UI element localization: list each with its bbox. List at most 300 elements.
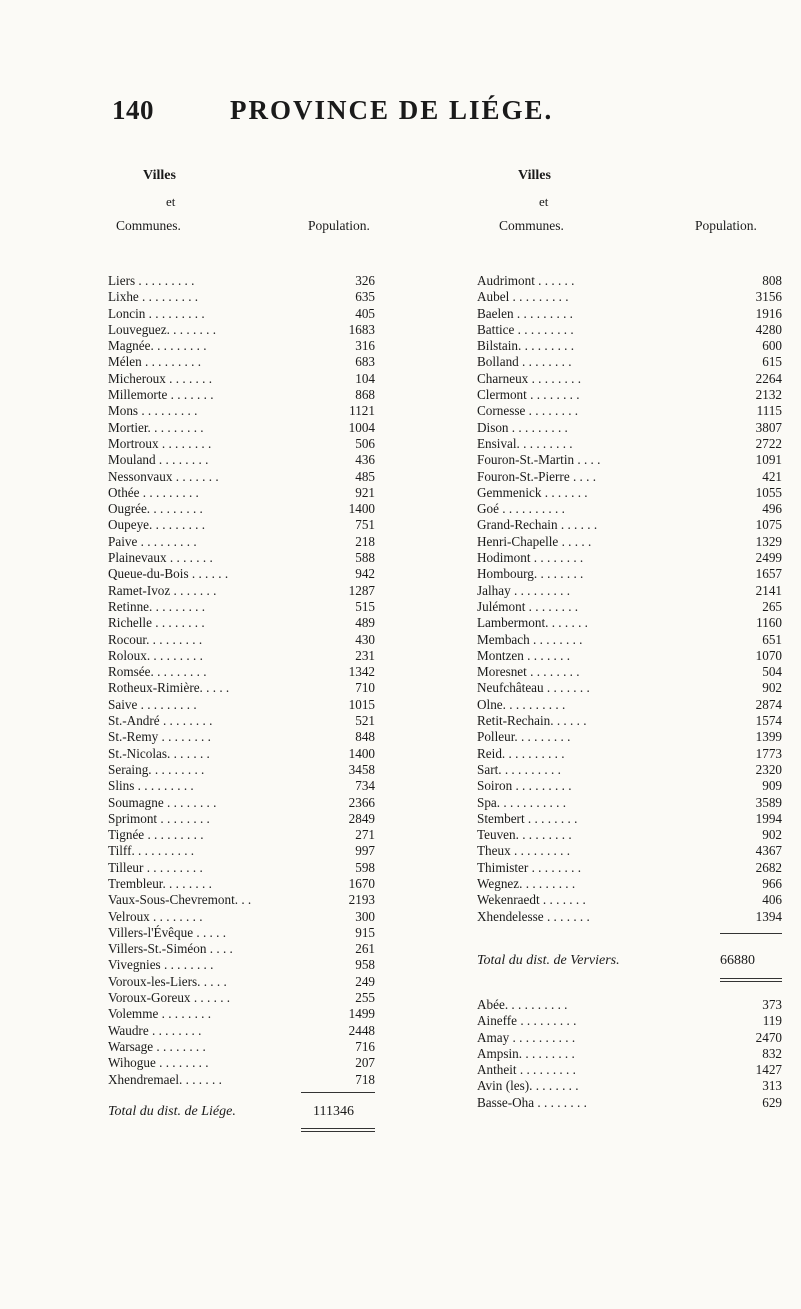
table-row [108, 583, 483, 599]
table-row [108, 795, 483, 811]
population-value: 997 [355, 843, 375, 859]
population-value: 316 [355, 338, 375, 354]
table-row [108, 974, 483, 990]
table-row [108, 925, 483, 941]
commune-name: Velroux . . . . . . . . [108, 908, 203, 924]
table-row [477, 997, 782, 1013]
population-value: 406 [762, 892, 782, 908]
commune-name: Tilleur . . . . . . . . . [108, 859, 203, 875]
commune-name: Battice . . . . . . . . . [477, 321, 574, 337]
table-row [477, 1013, 782, 1029]
population-value: 902 [762, 680, 782, 696]
table-row [477, 550, 782, 566]
table-row [477, 306, 782, 322]
commune-name: Mons . . . . . . . . . [108, 403, 198, 419]
commune-name: Thimister . . . . . . . . [477, 859, 582, 875]
commune-name: Nessonvaux . . . . . . . [108, 468, 219, 484]
table-row [108, 762, 483, 778]
commune-name: Soiron . . . . . . . . . [477, 778, 572, 794]
commune-name: Romsée. . . . . . . . . [108, 664, 207, 680]
population-value: 635 [355, 289, 375, 305]
commune-name: Hombourg. . . . . . . . [477, 566, 584, 582]
table-row [108, 827, 483, 843]
commune-name: Mortier. . . . . . . . . [108, 419, 204, 435]
table-row [108, 387, 483, 403]
population-value: 868 [355, 387, 375, 403]
commune-name: Baelen . . . . . . . . . [477, 305, 573, 321]
commune-name: Lixhe . . . . . . . . . [108, 289, 199, 305]
table-row [108, 289, 483, 305]
table-row [108, 306, 483, 322]
population-value: 2448 [348, 1022, 375, 1038]
population-value: 1287 [348, 582, 375, 598]
page-number: 140 [112, 95, 154, 125]
commune-name: Slins . . . . . . . . . [108, 778, 194, 794]
commune-name: Tignée . . . . . . . . . [108, 827, 204, 843]
commune-name: Seraing. . . . . . . . . [108, 761, 205, 777]
population-value: 1574 [755, 713, 782, 729]
table-row [477, 583, 782, 599]
population-value: 600 [762, 338, 782, 354]
population-value: 716 [355, 1038, 375, 1054]
commune-name: Goé . . . . . . . . . . [477, 501, 565, 517]
population-value: 1670 [348, 875, 375, 891]
population-value: 942 [355, 566, 375, 582]
table-row [108, 957, 483, 973]
table-row [108, 729, 483, 745]
population-value: 506 [355, 435, 375, 451]
commune-name: Villers-l'Évêque . . . . . [108, 924, 227, 940]
table-row [108, 420, 483, 436]
population-value: 751 [355, 517, 375, 533]
population-value: 848 [355, 729, 375, 745]
commune-name: Saive . . . . . . . . . [108, 696, 197, 712]
commune-name: Vivegnies . . . . . . . . [108, 957, 214, 973]
commune-name: Charneux . . . . . . . . [477, 370, 582, 386]
population-value: 1400 [348, 745, 375, 761]
population-value: 1160 [756, 615, 782, 631]
commune-name: Liers . . . . . . . . . [108, 273, 195, 288]
table-row [108, 648, 483, 664]
population-value: 2320 [755, 761, 782, 777]
population-value: 902 [762, 827, 782, 843]
population-value: 734 [355, 778, 375, 794]
table-row [108, 273, 483, 289]
heading-communes: Communes. [116, 218, 181, 233]
table-row [108, 697, 483, 713]
commune-name: Retinne. . . . . . . . . [108, 598, 206, 614]
table-row [477, 322, 782, 338]
commune-name: Xhendelesse . . . . . . . [477, 908, 590, 924]
page-header [0, 95, 801, 135]
table-row [108, 534, 483, 550]
table-row [108, 615, 483, 631]
commune-name: Basse-Oha . . . . . . . . [477, 1094, 587, 1110]
population-value: 489 [355, 615, 375, 631]
population-value: 504 [762, 664, 782, 680]
population-value: 231 [355, 647, 375, 663]
population-value: 271 [355, 827, 375, 843]
commune-name: Avin (les). . . . . . . . [477, 1078, 579, 1094]
population-value: 1070 [755, 647, 782, 663]
left-column [108, 168, 483, 1119]
commune-name: Micheroux . . . . . . . [108, 370, 213, 386]
population-value: 651 [762, 631, 782, 647]
commune-name: Cornesse . . . . . . . . [477, 403, 579, 419]
commune-name: Volemme . . . . . . . . [108, 1006, 212, 1022]
population-value: 598 [355, 859, 375, 875]
population-value: 1400 [348, 501, 375, 517]
population-value: 436 [355, 452, 375, 468]
table-row [108, 860, 483, 876]
table-row [477, 892, 782, 908]
table-row [108, 517, 483, 533]
population-value: 2874 [755, 696, 782, 712]
commune-name: Ampsin. . . . . . . . . [477, 1045, 575, 1061]
population-value: 255 [355, 990, 375, 1006]
commune-name: St.-Nicolas. . . . . . . [108, 745, 210, 761]
population-value: 2722 [755, 435, 782, 451]
table-row [477, 664, 782, 680]
population-value: 808 [762, 273, 782, 288]
table-row [108, 811, 483, 827]
table-row [477, 876, 782, 892]
table-row [477, 795, 782, 811]
commune-name: Voroux-Goreux . . . . . . [108, 990, 231, 1006]
population-value: 915 [355, 924, 375, 940]
table-row [477, 1078, 782, 1094]
commune-name: Spa. . . . . . . . . . . [477, 794, 567, 810]
commune-name: Rotheux-Rimière. . . . . [108, 680, 230, 696]
total-district-name: Liége. [201, 1104, 236, 1119]
population-value: 4280 [755, 321, 782, 337]
table-row [108, 746, 483, 762]
table-row [477, 697, 782, 713]
population-value: 313 [762, 1078, 782, 1094]
commune-name: Olne. . . . . . . . . . [477, 696, 566, 712]
table-row [477, 615, 782, 631]
commune-name: Sprimont . . . . . . . . [108, 810, 210, 826]
population-value: 2264 [755, 370, 782, 386]
population-value: 3589 [755, 794, 782, 810]
commune-name: Amay . . . . . . . . . . [477, 1029, 576, 1045]
table-row [108, 909, 483, 925]
table-row [477, 387, 782, 403]
divider [720, 978, 782, 979]
table-row [108, 403, 483, 419]
table-row [108, 664, 483, 680]
table-row [477, 680, 782, 696]
commune-name: Aineffe . . . . . . . . . [477, 1013, 577, 1029]
table-row [477, 729, 782, 745]
divider [301, 1128, 375, 1129]
population-value: 1916 [755, 305, 782, 321]
population-value: 3156 [755, 289, 782, 305]
population-value: 1657 [755, 566, 782, 582]
population-value: 1075 [755, 517, 782, 533]
heading-population: Population. [695, 218, 757, 233]
population-value: 300 [355, 908, 375, 924]
commune-name: Oupeye. . . . . . . . . [108, 517, 206, 533]
total-value: 111346 [313, 1104, 354, 1119]
population-value: 104 [355, 370, 375, 386]
table-row [108, 1055, 483, 1071]
population-value: 3458 [348, 761, 375, 777]
commune-name: Millemorte . . . . . . . [108, 387, 214, 403]
population-value: 2193 [348, 892, 375, 908]
table-row [477, 403, 782, 419]
commune-name: Audrimont . . . . . . [477, 273, 575, 288]
table-row [477, 762, 782, 778]
divider [301, 1131, 375, 1132]
commune-name: Paive . . . . . . . . . [108, 533, 197, 549]
commune-name: Loncin . . . . . . . . . [108, 305, 205, 321]
table-row [477, 827, 782, 843]
table-row [108, 371, 483, 387]
table-row [108, 632, 483, 648]
table-row [108, 338, 483, 354]
table-row [108, 485, 483, 501]
table-row [108, 550, 483, 566]
commune-name: Waudre . . . . . . . . [108, 1022, 202, 1038]
population-value: 496 [762, 501, 782, 517]
population-value: 2366 [348, 794, 375, 810]
commune-name: Mortroux . . . . . . . . [108, 435, 212, 451]
table-row [108, 1023, 483, 1039]
population-value: 1055 [755, 484, 782, 500]
commune-name: Julémont . . . . . . . . [477, 598, 579, 614]
population-value: 615 [762, 354, 782, 370]
population-value: 521 [355, 713, 375, 729]
table-row [477, 778, 782, 794]
table-row [477, 420, 782, 436]
commune-name: Theux . . . . . . . . . [477, 843, 571, 859]
table-row [477, 354, 782, 370]
population-value: 421 [762, 468, 782, 484]
commune-name: Magnée. . . . . . . . . [108, 338, 207, 354]
population-value: 261 [355, 941, 375, 957]
table-row [108, 843, 483, 859]
divider [720, 981, 782, 982]
table-row [477, 1030, 782, 1046]
commune-name: Fouron-St.-Pierre . . . . [477, 468, 597, 484]
population-value: 515 [355, 598, 375, 614]
commune-name: Membach . . . . . . . . [477, 631, 583, 647]
table-row [477, 534, 782, 550]
population-value: 405 [355, 305, 375, 321]
commune-name: Stembert . . . . . . . . [477, 810, 578, 826]
table-row [477, 1046, 782, 1062]
population-value: 373 [762, 997, 782, 1012]
heading-villes: Villes [143, 168, 176, 183]
table-row [108, 436, 483, 452]
table-row [108, 876, 483, 892]
population-value: 218 [355, 533, 375, 549]
total-district-name: Verviers. [570, 953, 620, 968]
commune-name: Henri-Chapelle . . . . . [477, 533, 592, 549]
total-label: Total du dist. de [477, 953, 571, 968]
heading-population: Population. [308, 218, 370, 233]
population-value: 1683 [348, 321, 375, 337]
table-row [477, 485, 782, 501]
population-value: 2132 [755, 387, 782, 403]
population-value: 1394 [755, 908, 782, 924]
table-row [477, 648, 782, 664]
table-row [108, 501, 483, 517]
heading-communes: Communes. [499, 218, 564, 233]
population-value: 1499 [348, 1006, 375, 1022]
table-row [477, 713, 782, 729]
table-row [108, 1006, 483, 1022]
district-total [108, 1104, 354, 1120]
commune-name: Montzen . . . . . . . [477, 647, 571, 663]
population-value: 326 [355, 273, 375, 288]
heading-villes: Villes [518, 168, 551, 183]
population-value: 921 [355, 484, 375, 500]
right-column-heading [477, 168, 782, 273]
commune-name: Mélen . . . . . . . . . [108, 354, 202, 370]
population-value: 1427 [755, 1062, 782, 1078]
population-value: 1121 [349, 403, 375, 419]
table-row [108, 1039, 483, 1055]
population-value: 2682 [755, 859, 782, 875]
heading-et: et [166, 194, 176, 209]
commune-name: Bolland . . . . . . . . [477, 354, 572, 370]
commune-name: Wekenraedt . . . . . . . [477, 892, 586, 908]
table-row [477, 469, 782, 485]
population-value: 1091 [755, 452, 782, 468]
table-row [477, 632, 782, 648]
population-value: 1329 [755, 533, 782, 549]
table-row [477, 599, 782, 615]
table-row [108, 354, 483, 370]
commune-name: Trembleur. . . . . . . . [108, 875, 212, 891]
commune-name: Grand-Rechain . . . . . . [477, 517, 598, 533]
table-row [477, 517, 782, 533]
commune-name: Sart. . . . . . . . . . [477, 761, 561, 777]
population-value: 485 [355, 468, 375, 484]
commune-name: Aubel . . . . . . . . . [477, 289, 569, 305]
commune-name: Tilff. . . . . . . . . . [108, 843, 195, 859]
right-table [477, 273, 782, 1110]
commune-name: Retit-Rechain. . . . . . [477, 713, 587, 729]
population-value: 629 [762, 1094, 782, 1110]
commune-name: Jalhay . . . . . . . . . [477, 582, 571, 598]
district-total [477, 953, 755, 969]
commune-name: Roloux. . . . . . . . . [108, 647, 203, 663]
population-value: 249 [355, 973, 375, 989]
commune-name: Fouron-St.-Martin . . . . [477, 452, 601, 468]
table-row [108, 713, 483, 729]
commune-name: Vaux-Sous-Chevremont. . . [108, 892, 252, 908]
population-value: 1399 [755, 729, 782, 745]
table-row [108, 452, 483, 468]
commune-name: Louveguez. . . . . . . . [108, 321, 217, 337]
table-row [108, 566, 483, 582]
commune-name: Antheit . . . . . . . . . [477, 1062, 576, 1078]
population-value: 683 [355, 354, 375, 370]
table-row [108, 892, 483, 908]
table-row [108, 599, 483, 615]
population-value: 710 [355, 680, 375, 696]
commune-name: Clermont . . . . . . . . [477, 387, 580, 403]
table-row [108, 941, 483, 957]
commune-name: Voroux-les-Liers. . . . . [108, 973, 227, 989]
divider [720, 933, 782, 934]
table-row [477, 452, 782, 468]
commune-name: Mouland . . . . . . . . [108, 452, 209, 468]
heading-et: et [539, 194, 549, 209]
commune-name: Xhendremael. . . . . . . [108, 1071, 222, 1087]
right-column [477, 168, 782, 1110]
table-row [108, 469, 483, 485]
population-value: 3807 [755, 419, 782, 435]
table-row [108, 1072, 483, 1088]
left-column-heading [108, 168, 483, 273]
commune-name: Villers-St.-Siméon . . . . [108, 941, 233, 957]
table-row [108, 778, 483, 794]
population-value: 966 [762, 875, 782, 891]
table-row [477, 273, 782, 289]
population-value: 1004 [348, 419, 375, 435]
commune-name: Polleur. . . . . . . . . [477, 729, 571, 745]
commune-name: Teuven. . . . . . . . . [477, 827, 572, 843]
population-value: 207 [355, 1055, 375, 1071]
total-label: Total du dist. de [108, 1104, 202, 1119]
right-table-continued [477, 997, 782, 1111]
commune-name: Warsage . . . . . . . . [108, 1038, 206, 1054]
table-row [108, 680, 483, 696]
total-value: 66880 [720, 953, 755, 968]
population-value: 1015 [348, 696, 375, 712]
population-value: 1342 [348, 664, 375, 680]
commune-name: Gemmenick . . . . . . . [477, 484, 588, 500]
table-row [477, 338, 782, 354]
commune-name: Ensival. . . . . . . . . [477, 435, 573, 451]
table-row [477, 501, 782, 517]
population-value: 588 [355, 550, 375, 566]
commune-name: Wihogue . . . . . . . . [108, 1055, 209, 1071]
table-row [108, 322, 483, 338]
table-row [477, 860, 782, 876]
population-value: 265 [762, 598, 782, 614]
population-value: 958 [355, 957, 375, 973]
table-row [477, 909, 782, 925]
commune-name: Ramet-Ivoz . . . . . . . [108, 582, 217, 598]
commune-name: Neufchâteau . . . . . . . [477, 680, 590, 696]
commune-name: St.-André . . . . . . . . [108, 713, 213, 729]
table-row [477, 843, 782, 859]
population-value: 832 [762, 1045, 782, 1061]
population-value: 2499 [755, 550, 782, 566]
commune-name: Othée . . . . . . . . . [108, 484, 199, 500]
commune-name: Soumagne . . . . . . . . [108, 794, 217, 810]
commune-name: Bilstain. . . . . . . . . [477, 338, 575, 354]
commune-name: Wegnez. . . . . . . . . [477, 875, 576, 891]
population-value: 4367 [755, 843, 782, 859]
commune-name: Queue-du-Bois . . . . . . [108, 566, 229, 582]
table-row [477, 1062, 782, 1078]
table-row [477, 436, 782, 452]
commune-name: Dison . . . . . . . . . [477, 419, 568, 435]
commune-name: Reid. . . . . . . . . . [477, 745, 565, 761]
population-value: 2141 [755, 582, 782, 598]
population-value: 119 [762, 1013, 782, 1029]
population-value: 718 [355, 1071, 375, 1087]
commune-name: St.-Remy . . . . . . . . [108, 729, 211, 745]
population-value: 2470 [755, 1029, 782, 1045]
commune-name: Richelle . . . . . . . . [108, 615, 205, 631]
